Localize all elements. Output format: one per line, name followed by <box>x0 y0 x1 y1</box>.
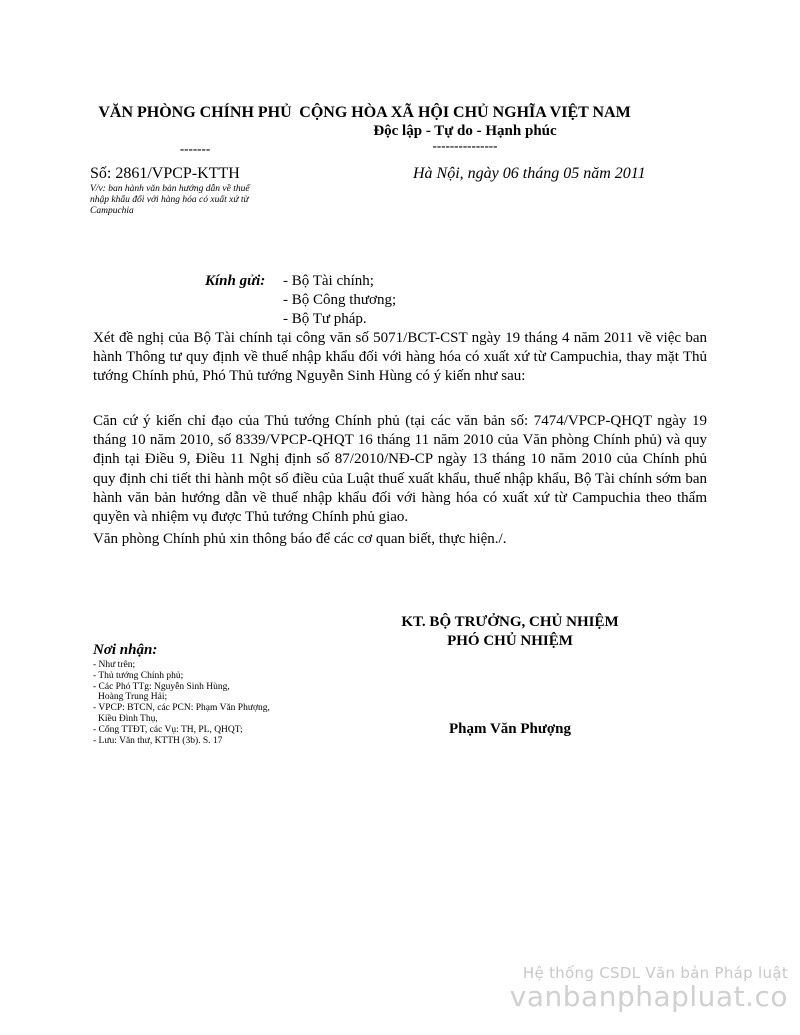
addressee-list <box>283 272 396 329</box>
recipient-item: - Cổng TTĐT, các Vụ: TH, PL, QHQT; <box>93 724 243 735</box>
recipient-item: - Lưu: Văn thư, KTTH (3b). S. 17 <box>93 735 223 746</box>
recipient-item: - Các Phó TTg: Nguyễn Sinh Hùng, <box>93 681 230 692</box>
agency-divider: ------- <box>179 141 211 156</box>
recipient-item: Kiều Đình Thụ, <box>98 713 158 724</box>
recipient-item: - Thủ tướng Chính phủ; <box>93 670 184 681</box>
document-number: Số: 2861/VPCP-KTTH <box>90 165 240 182</box>
body-paragraph-2: Căn cứ ý kiến chỉ đạo của Thủ tướng Chính phủ (tại các văn bản số: 7474/VPCP-QHQT ngày 19 tháng 10 năm 2010, số 8339/VPCP-QHQT 16 tháng 11 năm 2010 của Văn phòng Chính phủ) và quy định tại Điều 9, Điều 11 Nghị định số 87/2010/NĐ-CP ngày 13 tháng 10 năm 2010 của Chính phủ quy định chi tiết thi hành một số điều của Luật thuế xuất khẩu, thuế nhập khẩu, Bộ Tài chính sớm ban hành văn bản hướng dẫn về thuế nhập khẩu đối với hàng hóa có xuất xứ từ Campuchia theo thẩm quyền và nhiệm vụ được Thủ tướng Chính phủ giao. <box>93 413 707 526</box>
recipients-list <box>93 660 270 746</box>
body-paragraph-1: Xét đề nghị của Bộ Tài chính tại công văn số 5071/BCT-CST ngày 19 tháng 4 năm 2011 về việc ban hành Thông tư quy định về thuế nhập khẩu đối với hàng hóa có xuất xứ từ Campuchia, thay mặt Thủ tướng Chính phủ, Phó Thủ tướng Nguyễn Sinh Hùng có ý kiến như sau: <box>93 330 707 385</box>
recipient-item: Hoàng Trung Hải; <box>98 692 168 703</box>
recipient-item: - VPCP: BTCN, các PCN: Phạm Văn Phượng, <box>93 703 270 714</box>
signer-name: Phạm Văn Phượng <box>448 721 572 737</box>
addressee-item: - Bộ Tài chính; <box>283 273 374 289</box>
watermark-caption: Hệ thống CSDL Văn bản Pháp luật <box>522 964 788 982</box>
recipient-item: - Như trên; <box>93 660 136 670</box>
addressee-item: - Bộ Tư pháp. <box>283 311 367 327</box>
date-line: Hà Nội, ngày 06 tháng 05 năm 2011 <box>413 165 646 182</box>
recipients-label: Nơi nhận: <box>93 642 158 658</box>
signature-title <box>380 613 640 651</box>
signature-title-line2: PHÓ CHỦ NHIỆM <box>447 633 573 649</box>
addressee-label: Kính gửi: <box>205 273 266 289</box>
body-paragraph-3: Văn phòng Chính phủ xin thông báo để các cơ quan biết, thực hiện./. <box>93 531 507 547</box>
watermark-site-link[interactable]: vanbanphapluat.co <box>509 980 788 1013</box>
issuing-agency: VĂN PHÒNG CHÍNH PHỦ <box>98 104 292 121</box>
document-subject: V/v: ban hành văn bản hướng dẫn về thuế nhập khẩu đối với hàng hóa có xuất xứ từ Campuchia <box>90 184 250 216</box>
national-title: CỘNG HÒA XÃ HỘI CHỦ NGHĨA VIỆT NAM <box>299 104 631 121</box>
addressee-item: - Bộ Công thương; <box>283 292 397 308</box>
national-motto: Độc lập - Tự do - Hạnh phúc <box>373 123 557 139</box>
signature-title-line1: KT. BỘ TRƯỞNG, CHỦ NHIỆM <box>401 614 619 630</box>
motto-divider: --------------- <box>432 138 498 153</box>
